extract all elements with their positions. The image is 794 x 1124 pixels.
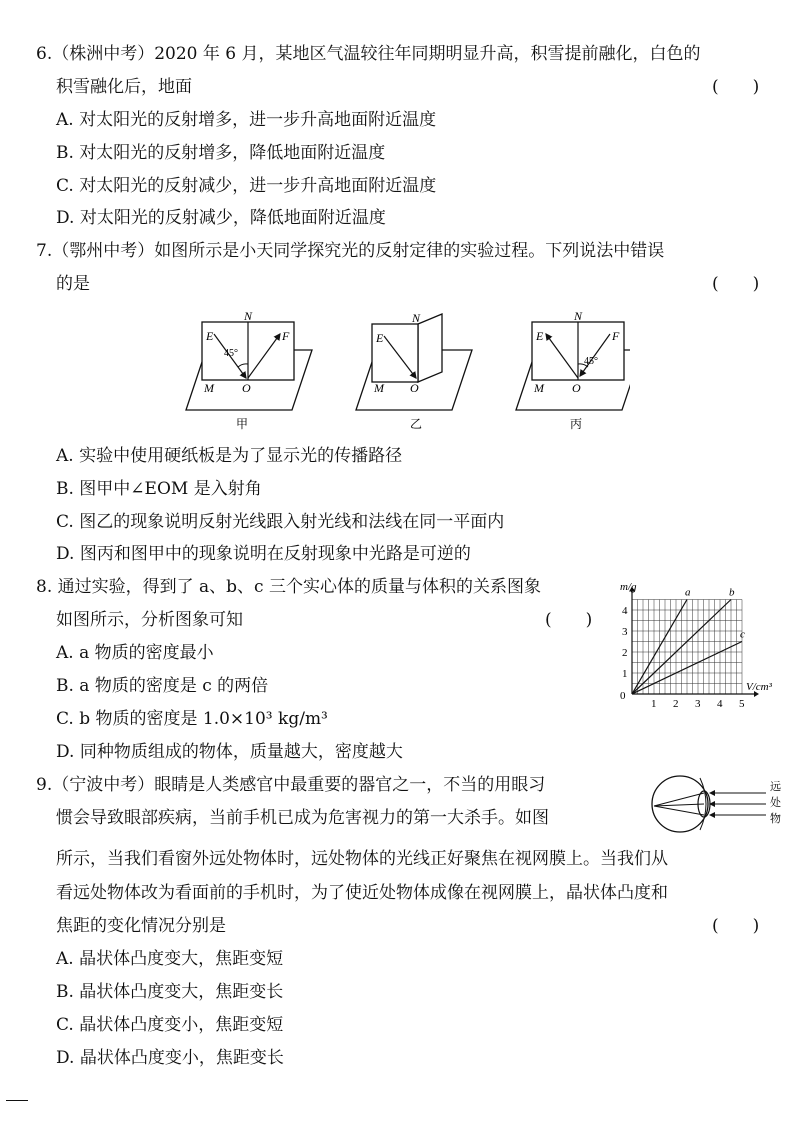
q7-answer-paren: ( ): [712, 274, 760, 294]
q9-stem-line5: 焦距的变化情况分别是: [56, 916, 226, 936]
fig-jia-label-m: M: [204, 381, 214, 395]
q8-stem-line2: 如图所示，分析图象可知: [56, 610, 243, 630]
x-tick-label: 3: [695, 698, 701, 710]
fig-bing-label-o: O: [572, 381, 581, 395]
q6-stem-line1: 6.（株洲中考）2020 年 6 月，某地区气温较往年同期明显升高，积雪提前融化，白色的: [36, 44, 701, 64]
fig-jia-angle: 45°: [224, 348, 238, 359]
q8-answer-paren: ( ): [545, 610, 593, 630]
y-tick-label: 4: [622, 605, 628, 617]
q7-stem-line1: 7.（鄂州中考）如图所示是小天同学探究光的反射定律的实验过程。下列说法中错误: [36, 241, 665, 261]
fig-bing-angle: 45°: [584, 356, 598, 367]
y-tick-label: 2: [622, 647, 628, 659]
eye-diagram: [648, 772, 788, 836]
reflection-experiment-figures: [180, 310, 630, 435]
series-label-c: c: [740, 628, 745, 641]
chart-series: [632, 587, 745, 695]
figure-yi: [356, 311, 472, 431]
fig-bing-label-e: E: [536, 329, 544, 343]
figure-bing: [516, 310, 630, 431]
chart-origin-label: 0: [620, 690, 626, 702]
q8-option-b: B. a 物质的密度是 c 的两倍: [56, 676, 269, 696]
q7-option-c: C. 图乙的现象说明反射光线跟入射光线和法线在同一平面内: [56, 512, 505, 532]
chart-xlabel: V/cm³: [746, 681, 772, 693]
q6-stem-line2: 积雪融化后，地面: [56, 77, 192, 97]
fig-jia-label-f: F: [282, 329, 290, 343]
q8-option-a: A. a 物质的密度最小: [56, 643, 214, 663]
x-tick-label: 4: [717, 698, 723, 710]
eye-label-yuan: 远: [770, 781, 781, 793]
page-footer-rule: [6, 1100, 28, 1101]
q7-stem-line2: 的是: [56, 274, 90, 294]
q9-option-a: A. 晶状体凸度变大，焦距变短: [56, 949, 284, 969]
series-label-a: a: [685, 586, 691, 599]
q6-answer-paren: ( ): [712, 77, 760, 97]
fig-yi-label-n: N: [412, 311, 421, 325]
fig-yi-label-o: O: [410, 381, 419, 395]
x-tick-label: 2: [673, 698, 679, 710]
fig-jia-label-n: N: [244, 310, 253, 323]
series-label-b: b: [729, 586, 735, 599]
q7-option-d: D. 图丙和图甲中的现象说明在反射现象中光路是可逆的: [56, 544, 471, 564]
q6-option-a: A. 对太阳光的反射增多，进一步升高地面附近温度: [56, 110, 437, 130]
q9-stem-line2: 惯会导致眼部疾病，当前手机已成为危害视力的第一大杀手。如图: [56, 808, 549, 828]
figure-jia: [186, 310, 312, 431]
x-tick-label: 5: [739, 698, 745, 710]
q6-option-d: D. 对太阳光的反射减少，降低地面附近温度: [56, 208, 386, 228]
fig-jia-label-o: O: [242, 381, 251, 395]
q8-option-c: C. b 物质的密度是 1.0×10³ kg/m³: [56, 709, 328, 729]
q7-option-a: A. 实验中使用硬纸板是为了显示光的传播路径: [56, 446, 403, 466]
q8-stem-line1: 8. 通过实验，得到了 a、b、c 三个实心体的质量与体积的关系图象: [36, 577, 541, 597]
q9-option-c: C. 晶状体凸度变小，焦距变短: [56, 1015, 284, 1035]
q6-option-c: C. 对太阳光的反射减少，进一步升高地面附近温度: [56, 176, 437, 196]
chart-ylabel: m/g: [620, 581, 637, 593]
fig-jia-caption: 甲: [236, 417, 249, 431]
q9-stem-line4: 看远处物体改为看面前的手机时，为了使近处物体成像在视网膜上，晶状体凸度和: [56, 883, 668, 903]
fig-yi-caption: 乙: [410, 417, 423, 431]
fig-bing-label-m: M: [534, 381, 544, 395]
chart-grid: [632, 600, 742, 695]
q6-option-b: B. 对太阳光的反射增多，降低地面附近温度: [56, 143, 386, 163]
fig-bing-label-n: N: [574, 310, 583, 323]
eye-label-chu: 处: [770, 797, 781, 809]
mass-volume-chart: [612, 578, 790, 710]
q9-option-d: D. 晶状体凸度变小，焦距变长: [56, 1048, 284, 1068]
x-tick-label: 1: [651, 698, 657, 710]
y-tick-label: 3: [622, 626, 628, 638]
fig-bing-label-f: F: [612, 329, 620, 343]
q9-option-b: B. 晶状体凸度变大，焦距变长: [56, 982, 284, 1002]
y-tick-label: 1: [622, 668, 628, 680]
eye-label-wu: 物: [770, 813, 781, 825]
q9-stem-line3: 所示，当我们看窗外远处物体时，远处物体的光线正好聚焦在视网膜上。当我们从: [56, 849, 668, 869]
fig-yi-label-e: E: [376, 331, 384, 345]
fig-jia-label-e: E: [206, 329, 214, 343]
q7-option-b: B. 图甲中∠EOM 是入射角: [56, 479, 262, 499]
fig-yi-label-m: M: [374, 381, 384, 395]
q8-option-d: D. 同种物质组成的物体，质量越大，密度越大: [56, 742, 403, 762]
q9-answer-paren: ( ): [712, 916, 760, 936]
fig-bing-caption: 丙: [570, 417, 583, 431]
q9-stem-line1: 9.（宁波中考）眼睛是人类感官中最重要的器官之一，不当的用眼习: [36, 775, 546, 795]
